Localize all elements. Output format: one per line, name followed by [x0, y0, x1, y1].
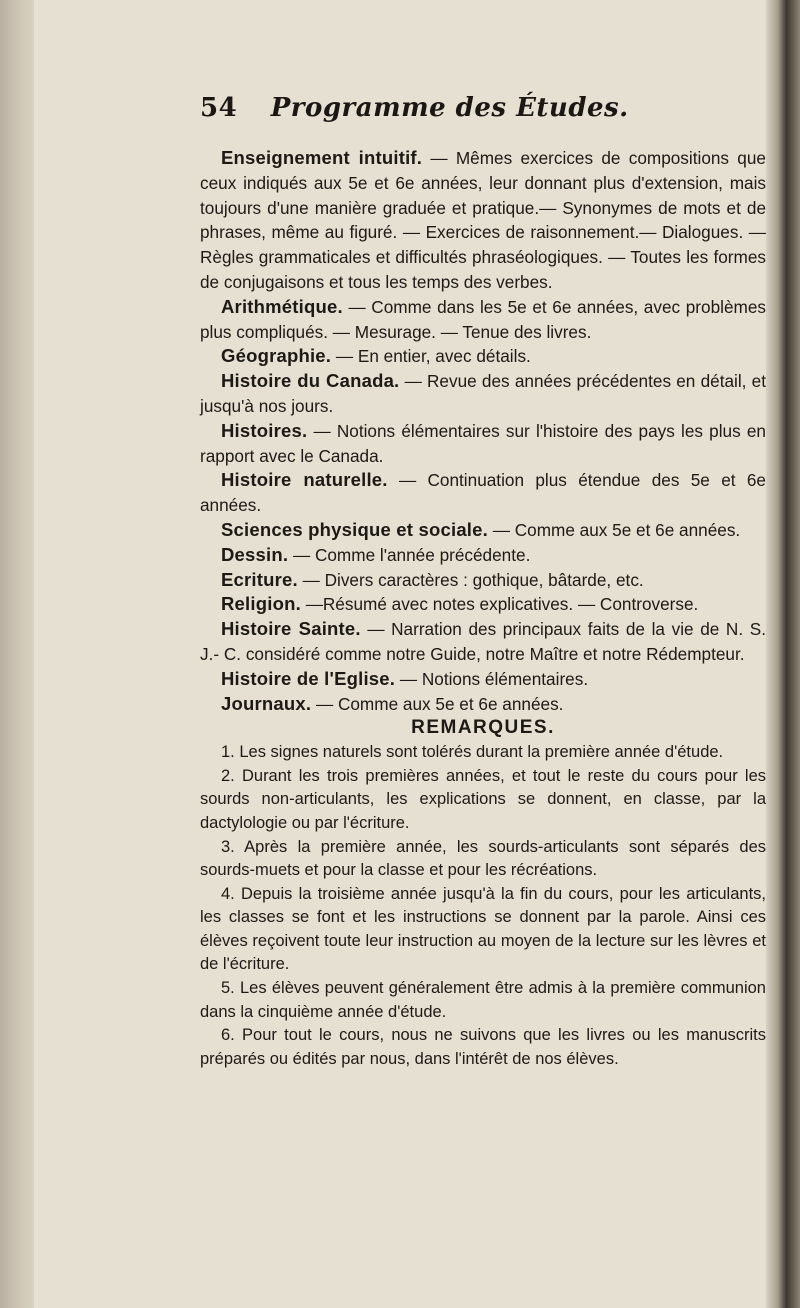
section-heading: Histoires.	[221, 419, 308, 441]
section-heading: Journaux.	[221, 692, 312, 714]
remarque-item: 5. Les élèves peuvent généralement être admis à la première communion dans la cinquième année d'étude.	[200, 979, 766, 1021]
section-geographie	[200, 344, 766, 369]
page-edge-right	[766, 0, 800, 1308]
section-text: — Comme aux 5e et 6e années.	[311, 693, 564, 714]
section-heading: Enseignement intuitif.	[221, 147, 423, 168]
section-dessin	[200, 543, 766, 568]
section-text: — Narration des principaux faits de la vie de N. S. J.- C. considéré comme notre Guide, notre Maître et notre Rédempteur.	[200, 619, 766, 664]
remarques-heading: REMARQUES.	[411, 717, 555, 739]
section-heading: Histoire naturelle.	[221, 469, 388, 491]
section-text: — Notions élémentaires.	[395, 668, 589, 689]
section-heading: Histoire Sainte.	[221, 618, 361, 640]
section-text: —Résumé avec notes explicatives. — Controverse.	[300, 594, 699, 615]
section-religion	[200, 592, 766, 617]
section-text: — Revue des années précédentes en détail, et jusqu'à nos jours.	[200, 371, 766, 416]
section-heading: Histoire de l'Eglise.	[221, 667, 396, 689]
section-ecriture	[200, 568, 766, 593]
page-gutter-left	[0, 0, 34, 1308]
section-histoire-eglise	[200, 667, 766, 692]
remarque-item: 6. Pour tout le cours, nous ne suivons que les livres ou les manuscrits préparés ou édités par nous, dans l'intérêt de nos élèves.	[200, 1026, 766, 1068]
section-heading: Histoire du Canada.	[221, 370, 400, 392]
section-journaux	[200, 692, 766, 717]
section-text: — Divers caractères : gothique, bâtarde, etc.	[297, 569, 644, 590]
page-number: 54	[200, 93, 238, 123]
section-histoire-canada	[200, 369, 766, 419]
remarque-item: 3. Après la première année, les sourds-articulants sont séparés des sourds-muets et pour la classe et pour les récréations.	[200, 837, 766, 880]
page-body	[200, 146, 766, 1071]
remarque-item: 1. Les signes naturels sont tolérés durant la première année d'étude.	[221, 743, 724, 762]
section-heading: Sciences physique et sociale.	[221, 518, 488, 540]
section-histoire-sainte	[200, 617, 766, 667]
section-heading: Dessin.	[221, 543, 289, 565]
section-heading: Géographie.	[221, 345, 332, 367]
section-histoires	[200, 419, 766, 469]
section-text: — Continuation plus étendue des 5e et 6e années.	[200, 470, 766, 516]
remarque-item: 2. Durant les trois premières années, et tout le reste du cours pour les sourds non-articulants, les explications se donnent, en classe, par la dactylologie ou par l'écriture.	[200, 766, 766, 832]
running-title: Programme des Études.	[270, 93, 629, 123]
section-enseignement	[200, 146, 766, 295]
section-sciences	[200, 518, 766, 543]
section-arithmetique	[200, 295, 766, 345]
section-heading: Religion.	[221, 593, 301, 615]
section-heading: Ecriture.	[221, 568, 298, 590]
section-text: — Comme dans les 5e et 6e années, avec problèmes plus compliqués. — Mesurage. — Tenue des livres.	[200, 296, 766, 342]
section-text: — Comme l'année précédente.	[288, 544, 531, 565]
section-heading: Arithmétique.	[221, 295, 343, 317]
section-histoire-naturelle	[200, 468, 766, 518]
section-text: — En entier, avec détails.	[331, 346, 531, 367]
section-text: — Mêmes exercices de compositions que ceux indiqués aux 5e et 6e années, leur donnant plus d'extension, mais toujours d'une manière graduée et pratique.— Synonymes de mots et de phrases, même au figuré. — Exercices de raisonnement.— Dialogues. — Règles grammaticales et difficultés phraséologiques. — Toutes les formes de conjugaisons et tous les temps des verbes.	[200, 148, 766, 292]
running-header	[200, 93, 629, 133]
remarque-item: 4. Depuis la troisième année jusqu'à la fin du cours, pour les articulants, les classes se font et les instructions se donnent par la parole. Ainsi ces élèves reçoivent toute leur instruction au moyen de la lecture sur les lèvres et de l'écriture.	[200, 884, 766, 974]
section-text: — Notions élémentaires sur l'histoire des pays les plus en rapport avec le Canada.	[200, 420, 766, 466]
section-text: — Comme aux 5e et 6e années.	[487, 519, 741, 540]
